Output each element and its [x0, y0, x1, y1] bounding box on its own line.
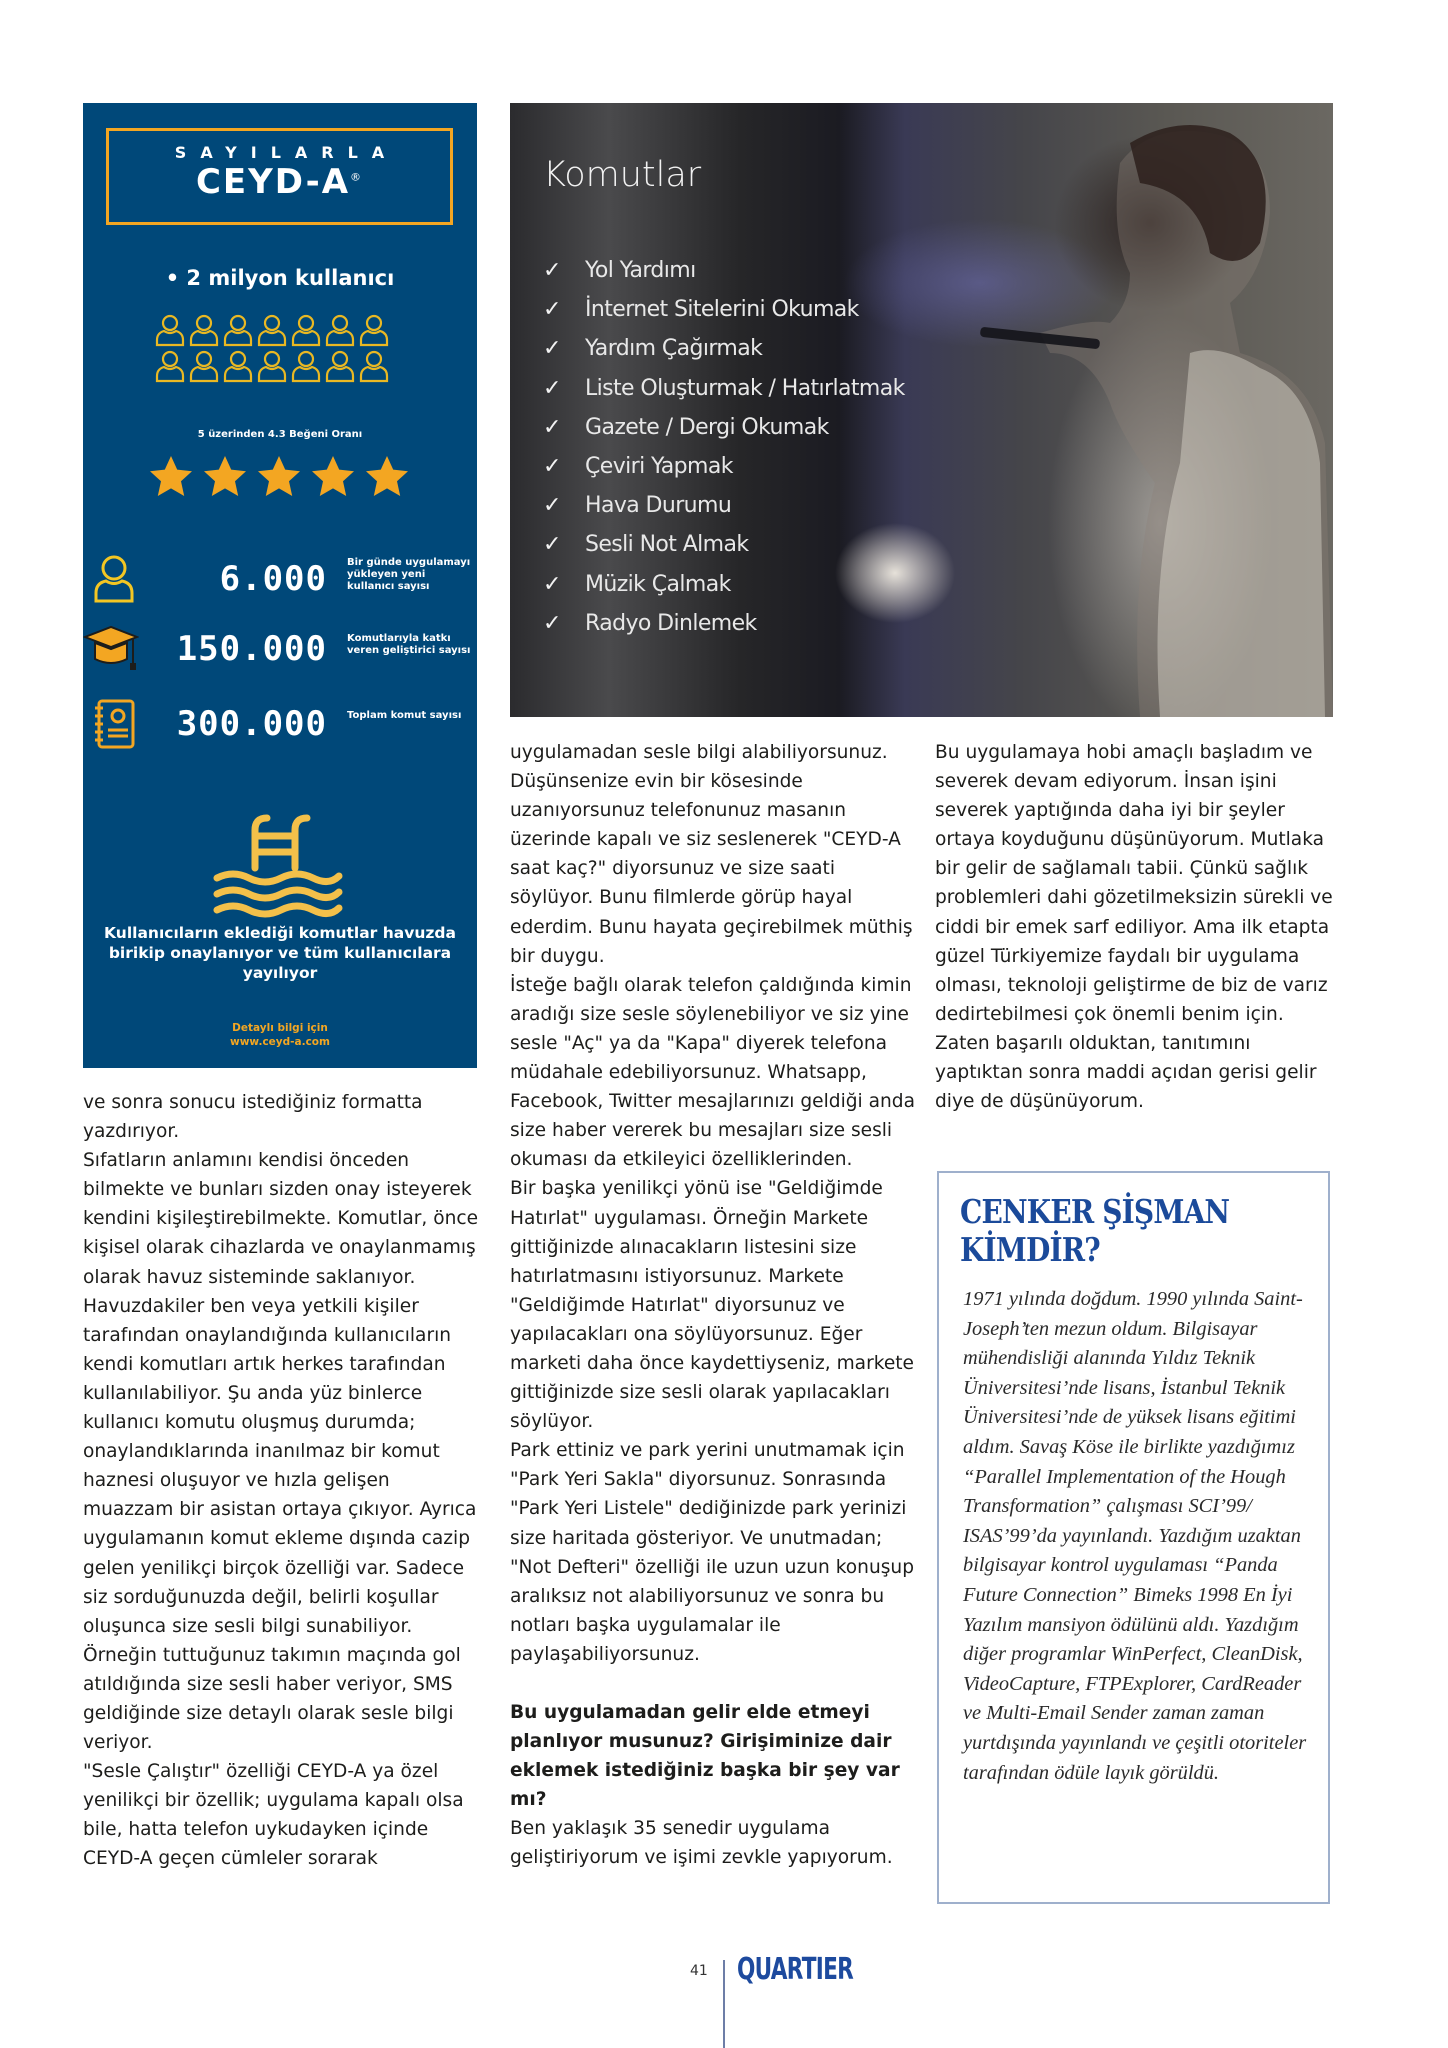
- stat-commands: [83, 698, 477, 758]
- page-number: 41: [690, 1963, 708, 1979]
- stat-description: Toplam komut sayısı: [347, 710, 462, 721]
- interview-answer: Ben yaklaşık 35 senedir uygulama geliştiriyorum ve işimi zevkle yapıyorum.: [510, 1818, 893, 1869]
- more-info: [83, 1021, 477, 1049]
- bio-title: CENKER ŞİŞMAN KİMDİR?: [960, 1192, 1230, 1269]
- check-icon: ✓: [543, 414, 561, 440]
- article-column-2: [510, 738, 915, 1873]
- star-icon: [255, 453, 303, 501]
- user-icon: [255, 313, 289, 347]
- command-label: Çeviri Yapmak: [585, 454, 733, 480]
- rating-stars: [147, 453, 411, 501]
- command-label: Hava Durumu: [585, 493, 732, 519]
- check-icon: ✓: [543, 493, 561, 519]
- user-icon: [153, 349, 187, 383]
- commands-list: [543, 251, 905, 643]
- check-icon: ✓: [543, 336, 561, 362]
- ceyda-infographic: [83, 103, 477, 1068]
- bio-box: [937, 1171, 1330, 1904]
- more-info-label: Detaylı bilgi için: [232, 1022, 328, 1034]
- ceyda-logo-text: CEYD-A: [195, 162, 351, 202]
- user-icon: [187, 349, 221, 383]
- check-icon: ✓: [543, 532, 561, 558]
- stat-new-users: [83, 553, 477, 613]
- command-label: Sesli Not Almak: [585, 532, 749, 558]
- star-icon: [309, 453, 357, 501]
- user-icon: [357, 313, 391, 347]
- registered-mark: ®: [350, 170, 364, 184]
- check-icon: ✓: [543, 375, 561, 401]
- command-label: Gazete / Dergi Okumak: [585, 414, 829, 440]
- command-item: [543, 525, 905, 564]
- commands-title: Komutlar: [543, 155, 702, 195]
- user-icon: [357, 349, 391, 383]
- command-label: Müzik Çalmak: [585, 571, 731, 597]
- command-item: [543, 447, 905, 486]
- graduation-cap-icon: [83, 623, 139, 675]
- paragraph: "Sesle Çalıştır" özelliği CEYD-A ya özel yenilikçi bir özellik; uygulama kapalı olsa bile, hatta telefon uykudayken içinde CEYD-A geçen cümleler sorarak: [83, 1761, 464, 1870]
- infographic-header-box: [106, 128, 453, 225]
- command-item: [543, 251, 905, 290]
- address-book-icon: [91, 698, 137, 750]
- command-item: [543, 565, 905, 604]
- paragraph: ve sonra sonucu istediğiniz formatta yazdırıyor.: [83, 1092, 423, 1143]
- command-item: [543, 486, 905, 525]
- infographic-kicker: SAYILARLA: [174, 143, 399, 162]
- star-icon: [201, 453, 249, 501]
- user-icon: [153, 313, 187, 347]
- command-label: Liste Oluşturmak / Hatırlatmak: [585, 375, 905, 401]
- command-item: [543, 604, 905, 643]
- command-label: Radyo Dinlemek: [585, 610, 757, 636]
- command-item: [543, 369, 905, 408]
- command-item: [543, 408, 905, 447]
- pool-ladder-icon: [213, 808, 343, 918]
- user-icon: [221, 313, 255, 347]
- star-icon: [147, 453, 195, 501]
- stat-description: Bir günde uygulamayı yükleyen yeni kullanıcı sayısı: [347, 557, 471, 592]
- paragraph: İsteğe bağlı olarak telefon çaldığında kimin aradığı size sesle söylenebiliyor ve siz yine sesle "Aç" ya da "Kapa" diyerek telefona müdahale edebiliyorsunuz. Whatsapp, Facebook, Twitter mesajlarınızı geldiği anda size haber vererek bu mesajları size sesli okuması da etkileyici özelliklerinden.: [510, 974, 916, 1171]
- stat-value: 300.000: [176, 704, 327, 744]
- bio-text: 1971 yılında doğdum. 1990 yılında Saint-Joseph’ten mezun oldum. Bilgisayar mühendisliği alanında Yıldız Teknik Üniversitesi’nde lisans, İstanbul Teknik Üniversitesi’nde de yüksek lisans eğitimi aldım. Savaş Köse ile birlikte yazdığımız “Parallel Implementation of the Hough Transformation” çalışması SCI’99/ ISAS’99’da yayınlandı. Yazdığım uzaktan bilgisayar kontrol uygulaması “Panda Future Connection” Bimeks 1998 En İyi Yazılım mansiyon ödülünü aldı. Yazdığım diğer programlar WinPerfect, CleanDisk, VideoCapture, FTPExplorer, CardReader ve Multi-Email Sender zaman zaman yurtdışında yayınlandı ve çeşitli otoriteler tarafından ödüle layık görüldü.: [963, 1288, 1307, 1784]
- command-label: İnternet Sitelerini Okumak: [585, 297, 859, 323]
- stat-value: 150.000: [176, 629, 327, 669]
- interview-question: Bu uygulamadan gelir elde etmeyi planlıyor musunuz? Girişiminize dair eklemek istediğiniz başka bir şey var mı?: [510, 1702, 900, 1811]
- ceyda-logo: [109, 162, 450, 202]
- paragraph: Bir başka yenilikçi yönü ise "Geldiğimde Hatırlat" uygulaması. Örneğin Markete gittiğinizde alınacakların listesini size hatırlatmasını istiyorsunuz. Markete "Geldiğimde Hatırlat" diyorsunuz ve yapılacakları ona söylüyorsunuz. Eğer marketi daha önce kaydettiyseniz, markete gittiğinizde size sesli olarak yapılacakları söylüyor.: [510, 1178, 914, 1433]
- check-icon: ✓: [543, 454, 561, 480]
- check-icon: ✓: [543, 610, 561, 636]
- website-link[interactable]: www.ceyd-a.com: [230, 1036, 330, 1048]
- user-icon: [221, 349, 255, 383]
- user-icon: [255, 349, 289, 383]
- user-icon: [91, 553, 137, 605]
- paragraph: Sıfatların anlamını kendisi önceden bilmekte ve bunları sizden onay isteyerek kendini kişileştirebilmekte. Komutlar, önce kişisel olarak cihazlarda ve onaylanmamış olarak havuz sisteminde saklanıyor. Havuzdakiler ben veya yetkili kişiler tarafından onaylandığında kullanıcıların kendi komutları artık herkes tarafından kullanılabiliyor. Şu anda yüz binlerce kullanıcı komutu oluşmuş durumda; onaylandıklarında inanılmaz bir komut haznesi oluşuyor ve hızla gelişen muazzam bir asistan ortaya çıkıyor. Ayrıca uygulamanın komut ekleme dışında cazip gelen yenilikçi birçok özelliği var. Sadece siz sorduğunuzda değil, belirli koşullar oluşunca size sesli bilgi sunabiliyor. Örneğin tuttuğunuz takımın maçında gol atıldığında size sesli haber veriyor, SMS geldiğinde size detaylı olarak sesle bilgi veriyor.: [83, 1150, 479, 1754]
- woman-silhouette: [980, 103, 1333, 717]
- spacer: [510, 1669, 915, 1698]
- user-icon: [187, 313, 221, 347]
- stat-value: 6.000: [219, 559, 327, 599]
- user-icon: [289, 349, 323, 383]
- woman-using-phone-photo: [510, 103, 1333, 717]
- footer-divider: [723, 1960, 725, 2048]
- magazine-logo: QUARTIER: [737, 1952, 854, 1987]
- user-icon: [289, 313, 323, 347]
- command-label: Yol Yardımı: [585, 258, 696, 284]
- users-count-line: • 2 milyon kullanıcı: [165, 266, 395, 290]
- pool-description: Kullanıcıların eklediği komutlar havuzda birikip onaylanıyor ve tüm kullanıcılara yayılıyor: [104, 924, 456, 982]
- paragraph: uygulamadan sesle bilgi alabiliyorsunuz. Düşünsenize evin bir kösesinde uzanıyorsunuz telefonunuz masanın üzerinde kapalı ve siz seslenerek "CEYD-A saat kaç?" diyorsunuz ve size saati söylüyor. Bunu filmlerde görüp hayal ederdim. Bunu hayata geçirebilmek müthiş bir duygu.: [510, 742, 913, 967]
- check-icon: ✓: [543, 297, 561, 323]
- command-label: Yardım Çağırmak: [585, 336, 763, 362]
- user-icon: [323, 349, 357, 383]
- rating-label: 5 üzerinden 4.3 Beğeni Oranı: [197, 429, 363, 440]
- stat-developers: [83, 623, 477, 683]
- command-item: [543, 329, 905, 368]
- check-icon: ✓: [543, 258, 561, 284]
- stat-description: Komutlarıyla katkı veren geliştirici sayısı: [347, 633, 471, 656]
- paragraph: Park ettiniz ve park yerini unutmamak için "Park Yeri Sakla" diyorsunuz. Sonrasında "Park Yeri Listele" dediğinizde park yerinizi size haritada gösteriyor. Ve unutmadan; "Not Defteri" özelliği ile uzun uzun konuşup aralıksız not alabiliyorsunuz ve sonra bu notları başka uygulamalar ile paylaşabiliyorsunuz.: [510, 1440, 915, 1665]
- user-icon: [323, 313, 357, 347]
- paragraph: Bu uygulamaya hobi amaçlı başladım ve severek devam ediyorum. İnsan işini severek yaptığında daha iyi bir şeyler ortaya koyduğunu düşünüyorum. Mutlaka bir gelir de sağlamalı tabii. Çünkü sağlık problemleri dahi gözetilmeksizin sürekli ve ciddi bir emek sarf ediliyor. Ama ilk etapta güzel Türkiyemize faydalı bir uygulama olması, teknoloji geliştirme de biz de varız dedirtebilmesi çok önemli benim için. Zaten başarılı olduktan, tanıtımını yaptıktan sonra maddi açıdan gerisi gelir diye de düşünüyorum.: [935, 742, 1333, 1113]
- user-icons-grid: [153, 313, 393, 383]
- article-column-1: [83, 1088, 483, 1874]
- check-icon: ✓: [543, 571, 561, 597]
- star-icon: [363, 453, 411, 501]
- command-item: [543, 290, 905, 329]
- article-column-3: [935, 738, 1340, 1116]
